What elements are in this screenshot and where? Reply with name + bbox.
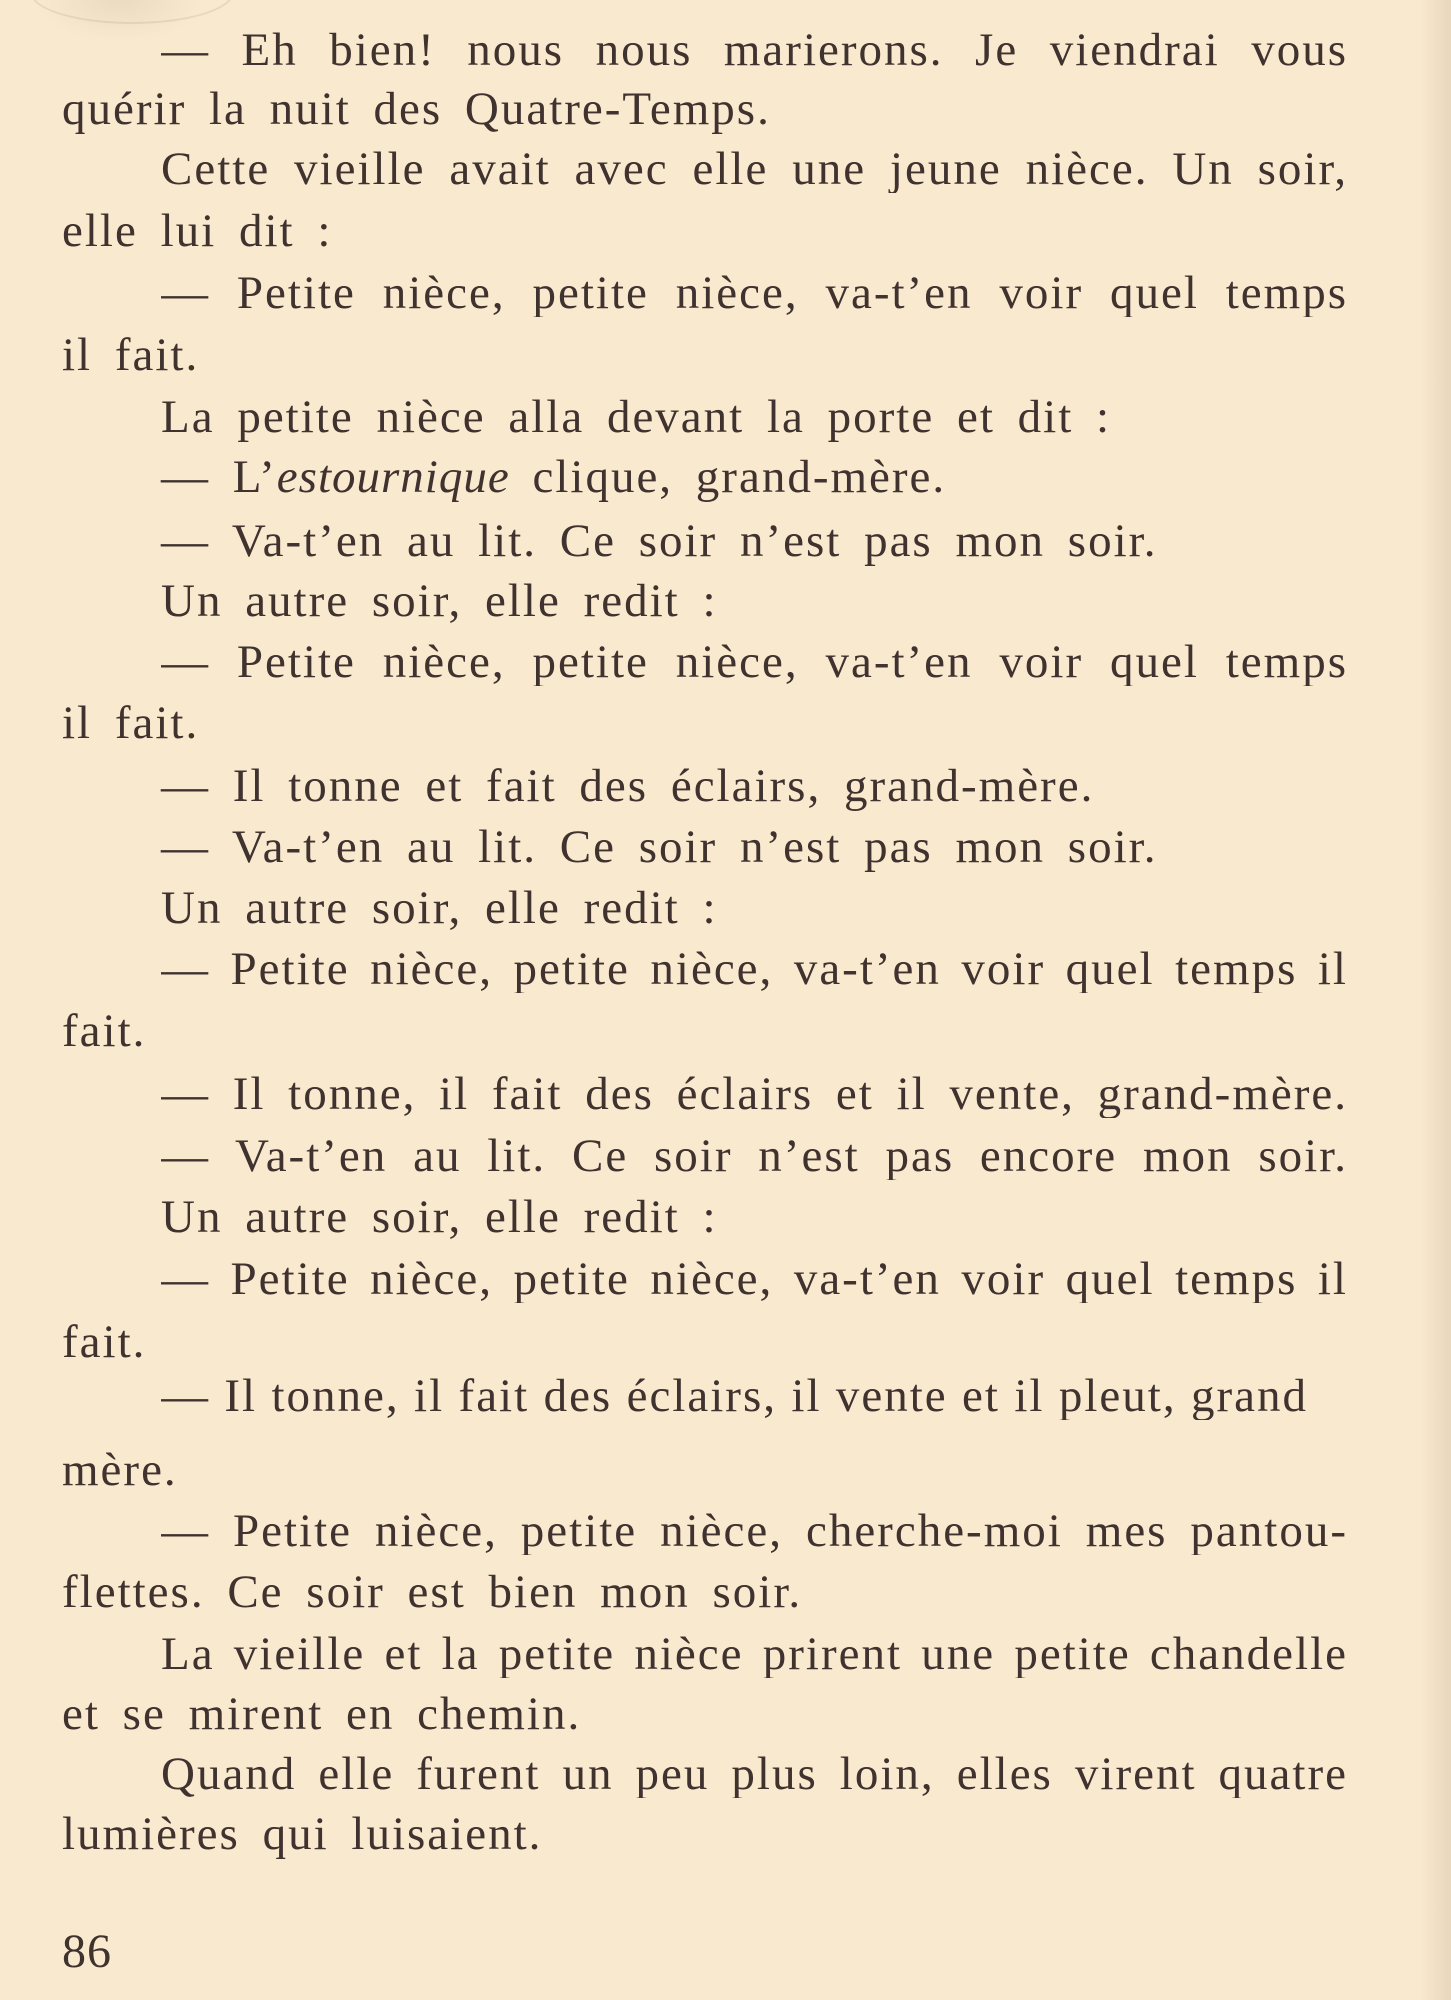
text-line: et se mirent en chemin. — [62, 1688, 582, 1740]
text-line: — Va-t’en au lit. Ce soir n’est pas mon soir. — [161, 821, 1158, 873]
text-line: Cette vieille avait avec elle une jeune nièce. Un soir, — [161, 146, 1348, 193]
text-line: — Eh bien! nous nous marierons. Je viendrai vous — [161, 27, 1348, 74]
library-stamp-mark — [30, 0, 234, 24]
text-line: — Petite nièce, petite nièce, va-t’en voir quel temps il — [161, 1256, 1348, 1303]
text-line — [161, 451, 947, 503]
text-line: — Il tonne, il fait des éclairs et il vente, grand-mère. — [161, 1071, 1348, 1118]
text-line: Un autre soir, elle redit : — [161, 882, 718, 934]
text-line: — Il tonne, il fait des éclairs, il vente et il pleut, grand — [161, 1373, 1308, 1420]
text-line: elle lui dit : — [62, 205, 333, 257]
text-line: fait. — [62, 1316, 147, 1368]
text-line: — Il tonne et fait des éclairs, grand-mère. — [161, 760, 1095, 812]
text-line: La petite nièce alla devant la porte et dit : — [161, 391, 1112, 443]
text-line: — Petite nièce, petite nièce, va-t’en voir quel temps — [161, 639, 1348, 686]
text-line: — Petite nièce, petite nièce, va-t’en voir quel temps il — [161, 946, 1348, 993]
text-fragment: — L’ — [161, 451, 277, 503]
text-line: — Va-t’en au lit. Ce soir n’est pas mon soir. — [161, 515, 1158, 567]
text-line: lumières qui luisaient. — [62, 1808, 543, 1860]
text-line: quérir la nuit des Quatre-Temps. — [62, 83, 771, 135]
text-line: mère. — [62, 1444, 178, 1496]
italic-word: estournique — [276, 451, 510, 503]
text-line: Un autre soir, elle redit : — [161, 1191, 718, 1243]
text-line: fait. — [62, 1005, 147, 1057]
text-line: il fait. — [62, 697, 200, 749]
text-line: — Petite nièce, petite nièce, cherche-moi mes pantou- — [161, 1508, 1348, 1555]
text-line: flettes. Ce soir est bien mon soir. — [62, 1566, 803, 1618]
text-line: La vieille et la petite nièce prirent une petite chandelle — [161, 1631, 1348, 1678]
text-fragment: clique, grand-mère. — [509, 451, 947, 503]
text-line: Quand elle furent un peu plus loin, elles virent quatre — [161, 1751, 1348, 1798]
text-line: Un autre soir, elle redit : — [161, 575, 718, 627]
text-line: il fait. — [62, 329, 200, 381]
text-line: — Petite nièce, petite nièce, va-t’en voir quel temps — [161, 270, 1348, 317]
page-number: 86 — [62, 1925, 112, 1978]
text-line: — Va-t’en au lit. Ce soir n’est pas encore mon soir. — [161, 1133, 1348, 1180]
